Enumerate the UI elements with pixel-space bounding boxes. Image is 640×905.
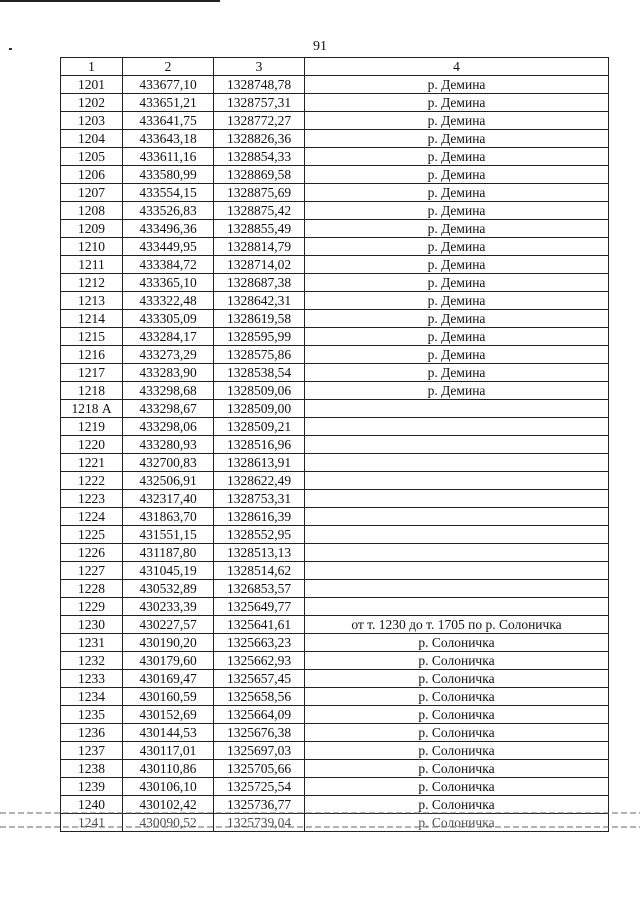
point-number-cell: 1233 (61, 670, 123, 688)
description-cell: р. Демина (305, 364, 609, 382)
description-cell (305, 526, 609, 544)
point-number-cell: 1234 (61, 688, 123, 706)
x-coordinate-cell: 433449,95 (123, 238, 214, 256)
x-coordinate-cell: 433284,17 (123, 328, 214, 346)
table-row (61, 796, 609, 814)
description-cell: р. Демина (305, 148, 609, 166)
x-coordinate-cell: 433384,72 (123, 256, 214, 274)
y-coordinate-cell: 1325664,09 (214, 706, 305, 724)
x-coordinate-cell: 433365,10 (123, 274, 214, 292)
x-coordinate-cell: 433298,06 (123, 418, 214, 436)
x-coordinate-cell: 433580,99 (123, 166, 214, 184)
y-coordinate-cell: 1325739,04 (214, 814, 305, 832)
table-row (61, 418, 609, 436)
table-row (61, 346, 609, 364)
point-number-cell: 1204 (61, 130, 123, 148)
table-row (61, 148, 609, 166)
table-row (61, 742, 609, 760)
x-coordinate-cell: 430227,57 (123, 616, 214, 634)
description-cell: р. Солоничка (305, 778, 609, 796)
description-cell: р. Демина (305, 184, 609, 202)
point-number-cell: 1202 (61, 94, 123, 112)
description-cell (305, 562, 609, 580)
table-row (61, 76, 609, 94)
description-cell (305, 490, 609, 508)
column-header-description: 4 (305, 58, 609, 76)
x-coordinate-cell: 433305,09 (123, 310, 214, 328)
coordinates-table (60, 57, 609, 832)
x-coordinate-cell: 433611,16 (123, 148, 214, 166)
table-row (61, 814, 609, 832)
x-coordinate-cell: 430117,01 (123, 742, 214, 760)
description-cell: р. Демина (305, 166, 609, 184)
x-coordinate-cell: 432506,91 (123, 472, 214, 490)
description-cell: р. Солоничка (305, 706, 609, 724)
x-coordinate-cell: 430106,10 (123, 778, 214, 796)
table-row (61, 706, 609, 724)
x-coordinate-cell: 433283,90 (123, 364, 214, 382)
x-coordinate-cell: 430169,47 (123, 670, 214, 688)
y-coordinate-cell: 1328552,95 (214, 526, 305, 544)
point-number-cell: 1217 (61, 364, 123, 382)
y-coordinate-cell: 1325657,45 (214, 670, 305, 688)
y-coordinate-cell: 1328509,21 (214, 418, 305, 436)
table-row (61, 238, 609, 256)
description-cell: р. Солоничка (305, 814, 609, 832)
table-row (61, 688, 609, 706)
point-number-cell: 1223 (61, 490, 123, 508)
point-number-cell: 1238 (61, 760, 123, 778)
table-row (61, 292, 609, 310)
x-coordinate-cell: 433322,48 (123, 292, 214, 310)
point-number-cell: 1221 (61, 454, 123, 472)
x-coordinate-cell: 430160,59 (123, 688, 214, 706)
point-number-cell: 1206 (61, 166, 123, 184)
point-number-cell: 1214 (61, 310, 123, 328)
point-number-cell: 1218 (61, 382, 123, 400)
description-cell (305, 544, 609, 562)
table-row (61, 184, 609, 202)
x-coordinate-cell: 431045,19 (123, 562, 214, 580)
x-coordinate-cell: 433298,67 (123, 400, 214, 418)
y-coordinate-cell: 1325705,66 (214, 760, 305, 778)
table-row (61, 526, 609, 544)
point-number-cell: 1225 (61, 526, 123, 544)
point-number-cell: 1205 (61, 148, 123, 166)
description-cell: р. Демина (305, 76, 609, 94)
y-coordinate-cell: 1328757,31 (214, 94, 305, 112)
point-number-cell: 1209 (61, 220, 123, 238)
x-coordinate-cell: 430152,69 (123, 706, 214, 724)
y-coordinate-cell: 1325663,23 (214, 634, 305, 652)
point-number-cell: 1239 (61, 778, 123, 796)
table-row (61, 652, 609, 670)
y-coordinate-cell: 1325662,93 (214, 652, 305, 670)
description-cell (305, 454, 609, 472)
column-header-x: 2 (123, 58, 214, 76)
y-coordinate-cell: 1328575,86 (214, 346, 305, 364)
y-coordinate-cell: 1328814,79 (214, 238, 305, 256)
point-number-cell: 1201 (61, 76, 123, 94)
table-row (61, 760, 609, 778)
table-row (61, 382, 609, 400)
point-number-cell: 1235 (61, 706, 123, 724)
table-row (61, 634, 609, 652)
point-number-cell: 1211 (61, 256, 123, 274)
description-cell: р. Демина (305, 94, 609, 112)
table-header-row (61, 58, 609, 76)
y-coordinate-cell: 1328616,39 (214, 508, 305, 526)
point-number-cell: 1213 (61, 292, 123, 310)
description-cell: р. Демина (305, 202, 609, 220)
y-coordinate-cell: 1328595,99 (214, 328, 305, 346)
x-coordinate-cell: 433554,15 (123, 184, 214, 202)
y-coordinate-cell: 1328875,42 (214, 202, 305, 220)
point-number-cell: 1215 (61, 328, 123, 346)
description-cell: р. Демина (305, 256, 609, 274)
y-coordinate-cell: 1328854,33 (214, 148, 305, 166)
description-cell (305, 472, 609, 490)
y-coordinate-cell: 1328509,00 (214, 400, 305, 418)
y-coordinate-cell: 1325697,03 (214, 742, 305, 760)
table-row (61, 112, 609, 130)
table-row (61, 166, 609, 184)
point-number-cell: 1230 (61, 616, 123, 634)
table-row (61, 364, 609, 382)
table-row (61, 490, 609, 508)
y-coordinate-cell: 1328748,78 (214, 76, 305, 94)
point-number-cell: 1241 (61, 814, 123, 832)
point-number-cell: 1236 (61, 724, 123, 742)
x-coordinate-cell: 430090,52 (123, 814, 214, 832)
description-cell: р. Солоничка (305, 742, 609, 760)
point-number-cell: 1240 (61, 796, 123, 814)
table-row (61, 310, 609, 328)
table-row (61, 562, 609, 580)
y-coordinate-cell: 1326853,57 (214, 580, 305, 598)
table-row (61, 256, 609, 274)
description-cell (305, 400, 609, 418)
y-coordinate-cell: 1328826,36 (214, 130, 305, 148)
point-number-cell: 1208 (61, 202, 123, 220)
point-number-cell: 1224 (61, 508, 123, 526)
y-coordinate-cell: 1328772,27 (214, 112, 305, 130)
x-coordinate-cell: 433280,93 (123, 436, 214, 454)
table-row (61, 724, 609, 742)
x-coordinate-cell: 433651,21 (123, 94, 214, 112)
y-coordinate-cell: 1328855,49 (214, 220, 305, 238)
description-cell: р. Солоничка (305, 670, 609, 688)
table-row (61, 202, 609, 220)
x-coordinate-cell: 432700,83 (123, 454, 214, 472)
y-coordinate-cell: 1325641,61 (214, 616, 305, 634)
point-number-cell: 1220 (61, 436, 123, 454)
description-cell: р. Солоничка (305, 688, 609, 706)
y-coordinate-cell: 1325676,38 (214, 724, 305, 742)
y-coordinate-cell: 1328538,54 (214, 364, 305, 382)
table-row (61, 472, 609, 490)
top-rule (0, 0, 220, 2)
x-coordinate-cell: 433298,68 (123, 382, 214, 400)
y-coordinate-cell: 1328509,06 (214, 382, 305, 400)
description-cell: р. Демина (305, 130, 609, 148)
table-row (61, 436, 609, 454)
y-coordinate-cell: 1328513,13 (214, 544, 305, 562)
page-number: 91 (313, 39, 327, 54)
x-coordinate-cell: 433526,83 (123, 202, 214, 220)
point-number-cell: 1227 (61, 562, 123, 580)
description-cell: р. Солоничка (305, 724, 609, 742)
x-coordinate-cell: 430110,86 (123, 760, 214, 778)
x-coordinate-cell: 433641,75 (123, 112, 214, 130)
x-coordinate-cell: 430144,53 (123, 724, 214, 742)
description-cell: р. Демина (305, 310, 609, 328)
table-row (61, 616, 609, 634)
description-cell: р. Демина (305, 238, 609, 256)
scan-noise-band (0, 826, 640, 828)
description-cell: р. Солоничка (305, 796, 609, 814)
x-coordinate-cell: 430233,39 (123, 598, 214, 616)
point-number-cell: 1228 (61, 580, 123, 598)
description-cell (305, 418, 609, 436)
description-cell (305, 436, 609, 454)
table-row (61, 94, 609, 112)
description-cell: от т. 1230 до т. 1705 по р. Солоничка (305, 616, 609, 634)
x-coordinate-cell: 430102,42 (123, 796, 214, 814)
table-row (61, 544, 609, 562)
y-coordinate-cell: 1325736,77 (214, 796, 305, 814)
table-row (61, 580, 609, 598)
description-cell (305, 508, 609, 526)
description-cell: р. Демина (305, 382, 609, 400)
description-cell: р. Демина (305, 328, 609, 346)
table-row (61, 274, 609, 292)
point-number-cell: 1219 (61, 418, 123, 436)
table-row (61, 778, 609, 796)
x-coordinate-cell: 430179,60 (123, 652, 214, 670)
y-coordinate-cell: 1325649,77 (214, 598, 305, 616)
x-coordinate-cell: 430532,89 (123, 580, 214, 598)
x-coordinate-cell: 432317,40 (123, 490, 214, 508)
table-row (61, 598, 609, 616)
description-cell: р. Солоничка (305, 634, 609, 652)
point-number-cell: 1216 (61, 346, 123, 364)
x-coordinate-cell: 433496,36 (123, 220, 214, 238)
y-coordinate-cell: 1328619,58 (214, 310, 305, 328)
x-coordinate-cell: 431551,15 (123, 526, 214, 544)
description-cell: р. Демина (305, 346, 609, 364)
point-number-cell: 1212 (61, 274, 123, 292)
y-coordinate-cell: 1328875,69 (214, 184, 305, 202)
x-coordinate-cell: 430190,20 (123, 634, 214, 652)
y-coordinate-cell: 1328622,49 (214, 472, 305, 490)
column-header-y: 3 (214, 58, 305, 76)
description-cell: р. Солоничка (305, 652, 609, 670)
description-cell: р. Демина (305, 112, 609, 130)
table-row (61, 670, 609, 688)
point-number-cell: 1231 (61, 634, 123, 652)
x-coordinate-cell: 433677,10 (123, 76, 214, 94)
point-number-cell: 1237 (61, 742, 123, 760)
x-coordinate-cell: 433273,29 (123, 346, 214, 364)
table-body (61, 76, 609, 832)
description-cell: р. Солоничка (305, 760, 609, 778)
table-row (61, 328, 609, 346)
y-coordinate-cell: 1328613,91 (214, 454, 305, 472)
scan-noise-band (0, 812, 640, 814)
description-cell: р. Демина (305, 220, 609, 238)
y-coordinate-cell: 1328869,58 (214, 166, 305, 184)
point-number-cell: 1222 (61, 472, 123, 490)
point-number-cell: 1207 (61, 184, 123, 202)
description-cell (305, 598, 609, 616)
y-coordinate-cell: 1328687,38 (214, 274, 305, 292)
y-coordinate-cell: 1328714,02 (214, 256, 305, 274)
y-coordinate-cell: 1328514,62 (214, 562, 305, 580)
point-number-cell: 1229 (61, 598, 123, 616)
y-coordinate-cell: 1325658,56 (214, 688, 305, 706)
x-coordinate-cell: 431863,70 (123, 508, 214, 526)
point-number-cell: 1218 А (61, 400, 123, 418)
point-number-cell: 1210 (61, 238, 123, 256)
y-coordinate-cell: 1328516,96 (214, 436, 305, 454)
y-coordinate-cell: 1328642,31 (214, 292, 305, 310)
point-number-cell: 1226 (61, 544, 123, 562)
table-row (61, 454, 609, 472)
table-row (61, 220, 609, 238)
description-cell: р. Демина (305, 292, 609, 310)
description-cell: р. Демина (305, 274, 609, 292)
description-cell (305, 580, 609, 598)
table-row (61, 400, 609, 418)
table-row (61, 130, 609, 148)
column-header-point: 1 (61, 58, 123, 76)
y-coordinate-cell: 1328753,31 (214, 490, 305, 508)
point-number-cell: 1203 (61, 112, 123, 130)
x-coordinate-cell: 433643,18 (123, 130, 214, 148)
table-row (61, 508, 609, 526)
y-coordinate-cell: 1325725,54 (214, 778, 305, 796)
x-coordinate-cell: 431187,80 (123, 544, 214, 562)
point-number-cell: 1232 (61, 652, 123, 670)
